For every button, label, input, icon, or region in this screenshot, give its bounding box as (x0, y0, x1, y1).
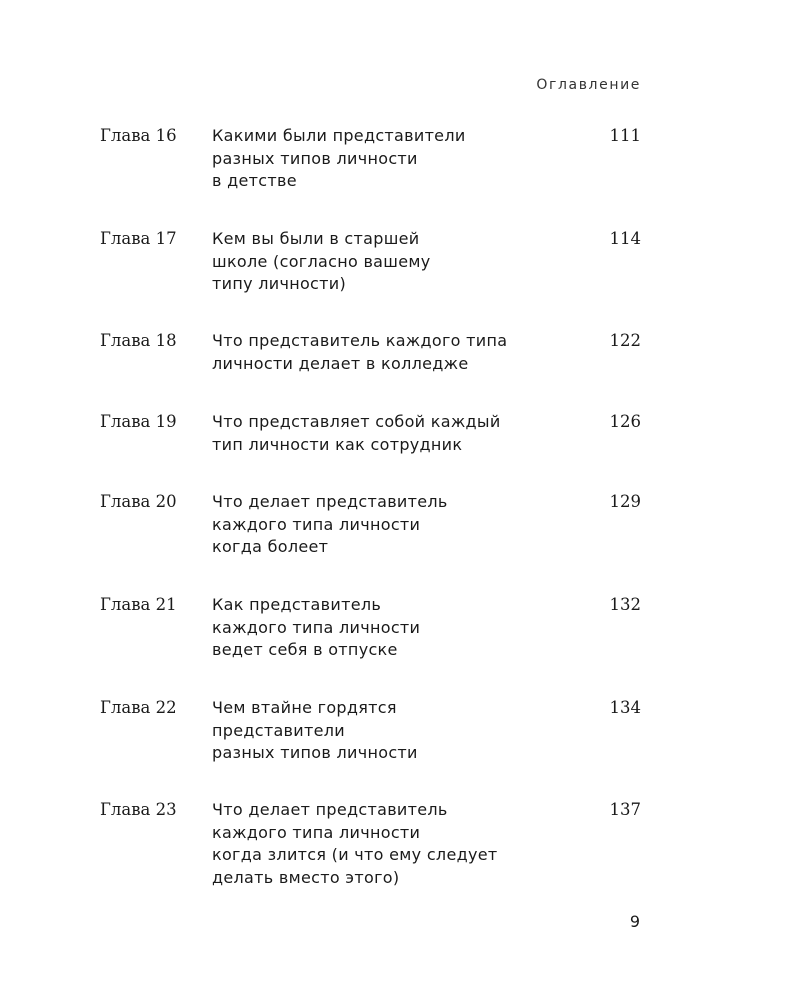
chapter-title-line: делать вместо этого) (212, 867, 400, 887)
chapter-label: Глава 21 (100, 595, 177, 614)
chapter-page-number: 134 (609, 698, 641, 717)
chapter-title-line: каждого типа личности (212, 514, 421, 534)
page-number: 9 (629, 912, 640, 931)
running-header: Оглавление (536, 77, 641, 93)
chapter-title-line: каждого типа личности (212, 822, 421, 842)
chapter-title (212, 491, 448, 559)
chapter-page-number: 122 (609, 331, 641, 350)
chapter-title-line: Что представитель каждого типа (212, 331, 508, 350)
chapter-page-number: 111 (609, 126, 641, 145)
chapter-title-line: Как представитель (212, 595, 382, 614)
chapter-label: Глава 23 (100, 800, 177, 819)
chapter-title (212, 411, 501, 456)
chapter-title-line: разных типов личности (212, 148, 418, 168)
chapter-title (212, 330, 507, 375)
chapter-title (212, 799, 497, 889)
chapter-title (212, 125, 466, 193)
chapter-label: Глава 20 (100, 492, 177, 511)
chapter-page-number: 132 (609, 595, 641, 614)
chapter-title-line: Что делает представитель (212, 492, 448, 511)
chapter-label: Глава 19 (100, 412, 177, 431)
chapter-title (212, 228, 431, 296)
chapter-title-line: когда злится (и что ему следует (212, 845, 498, 864)
chapter-page-number: 114 (609, 229, 641, 248)
chapter-title-line: Что делает представитель (212, 800, 448, 819)
chapter-title-line: Кем вы были в старшей (212, 229, 420, 248)
chapter-title-line: Чем втайне гордятся (212, 698, 397, 717)
chapter-title-line: Что представляет собой каждый (212, 412, 501, 431)
chapter-title-line: тип личности как сотрудник (212, 434, 463, 454)
chapter-title-line: когда болеет (212, 537, 329, 556)
chapter-title-line: школе (согласно вашему (212, 251, 431, 271)
chapter-title (212, 594, 420, 662)
chapter-title-line: типу личности) (212, 274, 347, 293)
chapter-page-number: 129 (609, 492, 641, 511)
chapter-title (212, 697, 418, 765)
chapter-label: Глава 22 (100, 698, 177, 717)
chapter-title-line: разных типов личности (212, 743, 418, 762)
chapter-page-number: 137 (609, 800, 641, 819)
chapter-title-line: в детстве (212, 171, 297, 190)
chapter-title-line: каждого типа личности (212, 617, 421, 637)
chapter-page-number: 126 (609, 412, 641, 431)
chapter-label: Глава 17 (100, 229, 177, 248)
chapter-title-line: Какими были представители (212, 126, 466, 145)
chapter-label: Глава 18 (100, 331, 177, 350)
chapter-title-line: представители (212, 720, 345, 740)
chapter-title-line: личности делает в колледже (212, 353, 469, 373)
chapter-title-line: ведет себя в отпуске (212, 640, 398, 659)
chapter-label: Глава 16 (100, 126, 177, 145)
